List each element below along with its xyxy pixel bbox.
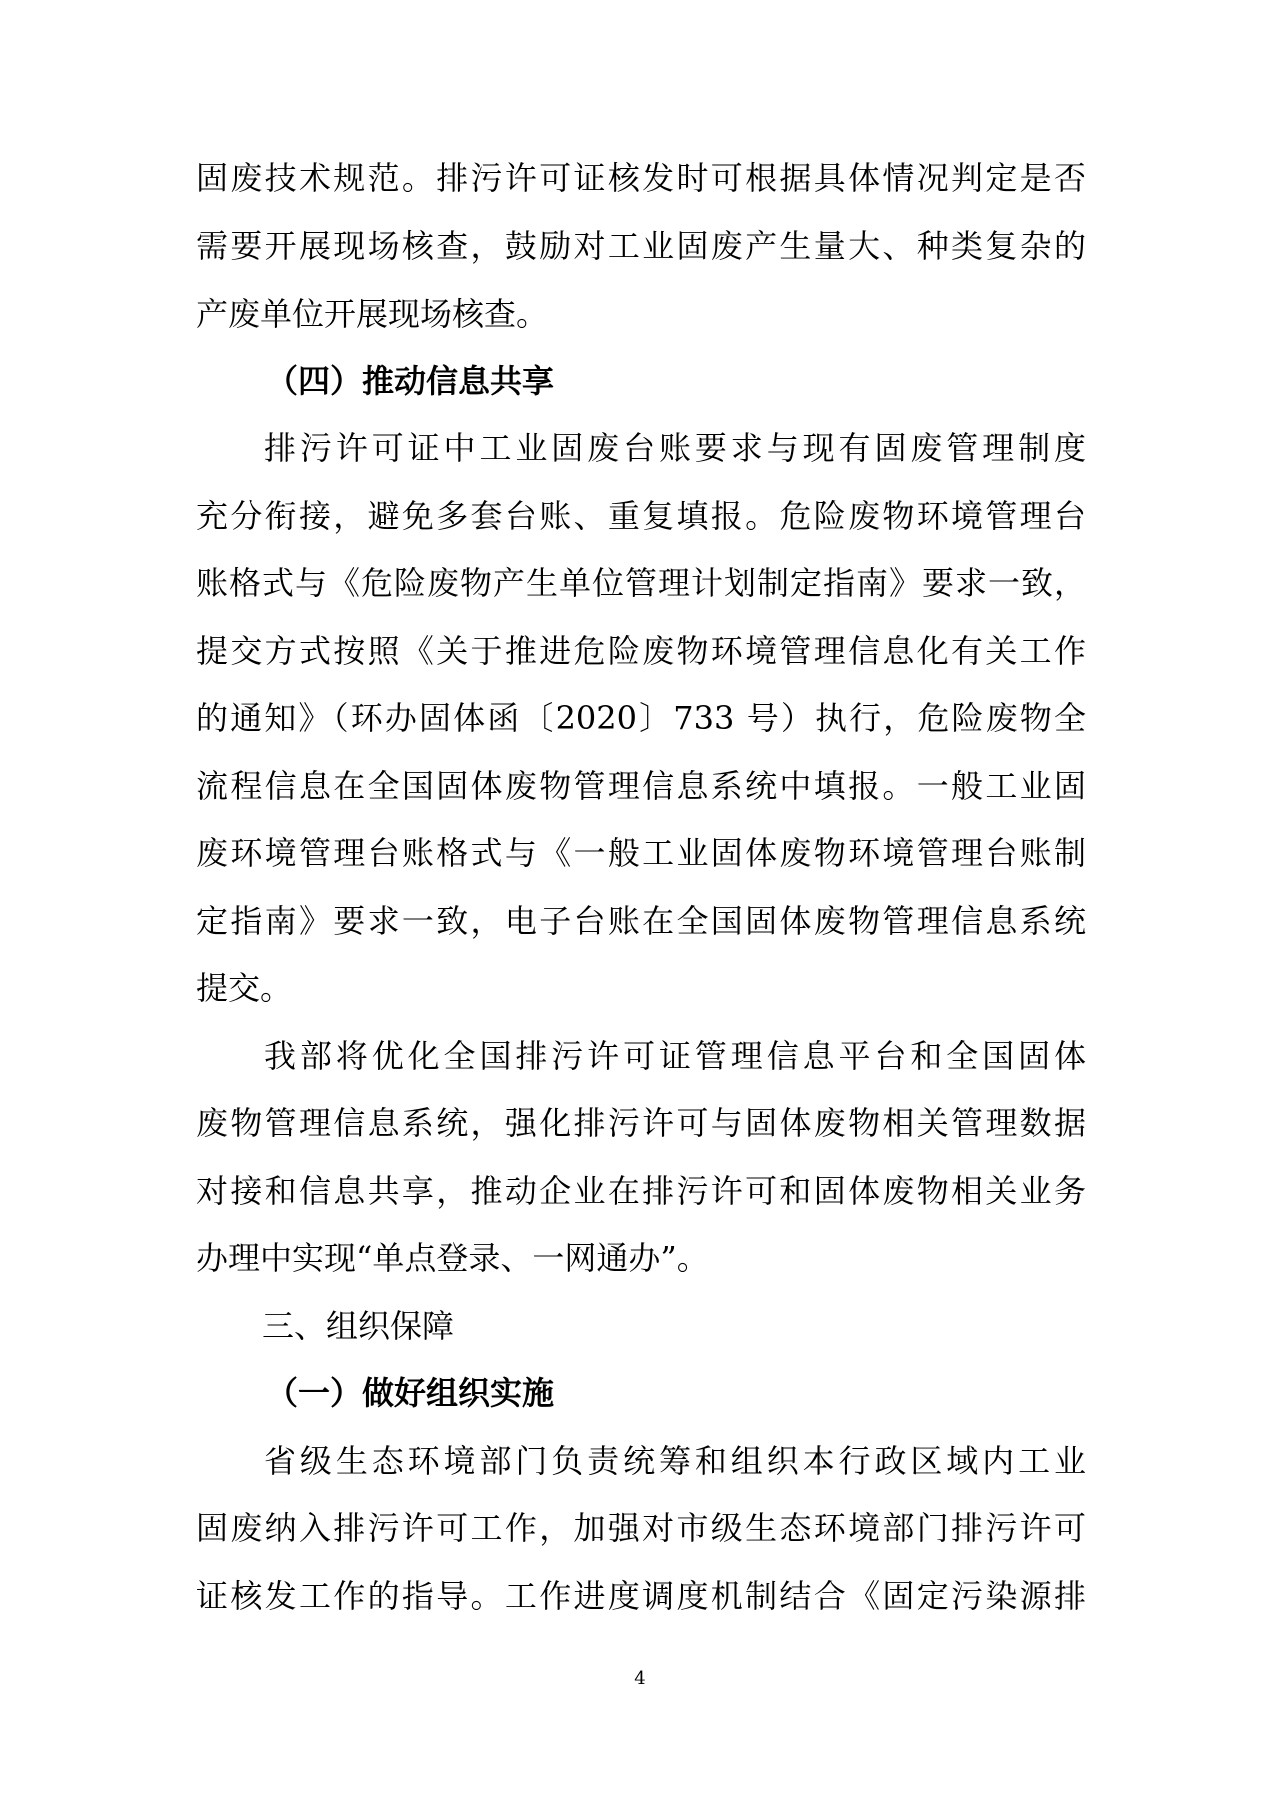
body-line: 排污许可证中工业固废台账要求与现有固废管理制度 — [264, 429, 1086, 467]
page-number: 4 — [634, 1668, 646, 1689]
body-line: 的通知》（环办固体函〔2020〕733 号）执行，危险废物全 — [196, 699, 1086, 737]
body-line: 固废纳入排污许可工作，加强对市级生态环境部门排污许可 — [196, 1509, 1086, 1547]
body-line: 证核发工作的指导。工作进度调度机制结合《固定污染源排 — [196, 1577, 1086, 1615]
body-line: 废物管理信息系统，强化排污许可与固体废物相关管理数据 — [196, 1104, 1086, 1142]
body-line: 流程信息在全国固体废物管理信息系统中填报。一般工业固 — [196, 767, 1086, 805]
body-line: 废环境管理台账格式与《一般工业固体废物环境管理台账制 — [196, 834, 1086, 872]
body-line: 需要开展现场核查，鼓励对工业固废产生量大、种类复杂的 — [196, 227, 1086, 265]
body-line: 省级生态环境部门负责统筹和组织本行政区域内工业 — [264, 1442, 1086, 1480]
body-line: 对接和信息共享，推动企业在排污许可和固体废物相关业务 — [196, 1172, 1086, 1210]
body-line: 账格式与《危险废物产生单位管理计划制定指南》要求一致， — [196, 564, 1086, 602]
section-heading: （四）推动信息共享 — [266, 362, 555, 400]
body-line: 充分衔接，避免多套台账、重复填报。危险废物环境管理台 — [196, 497, 1086, 535]
body-line: 固废技术规范。排污许可证核发时可根据具体情况判定是否 — [196, 159, 1086, 197]
body-line: 我部将优化全国排污许可证管理信息平台和全国固体 — [264, 1037, 1086, 1075]
section-heading: （一）做好组织实施 — [266, 1374, 555, 1412]
chapter-heading: 三、组织保障 — [262, 1307, 455, 1345]
body-line: 提交方式按照《关于推进危险废物环境管理信息化有关工作 — [196, 632, 1086, 670]
body-line: 提交。 — [196, 969, 293, 1007]
body-line: 定指南》要求一致，电子台账在全国固体废物管理信息系统 — [196, 902, 1086, 940]
body-line: 办理中实现“单点登录、一网通办”。 — [196, 1239, 709, 1277]
body-line: 产废单位开展现场核查。 — [196, 295, 549, 333]
